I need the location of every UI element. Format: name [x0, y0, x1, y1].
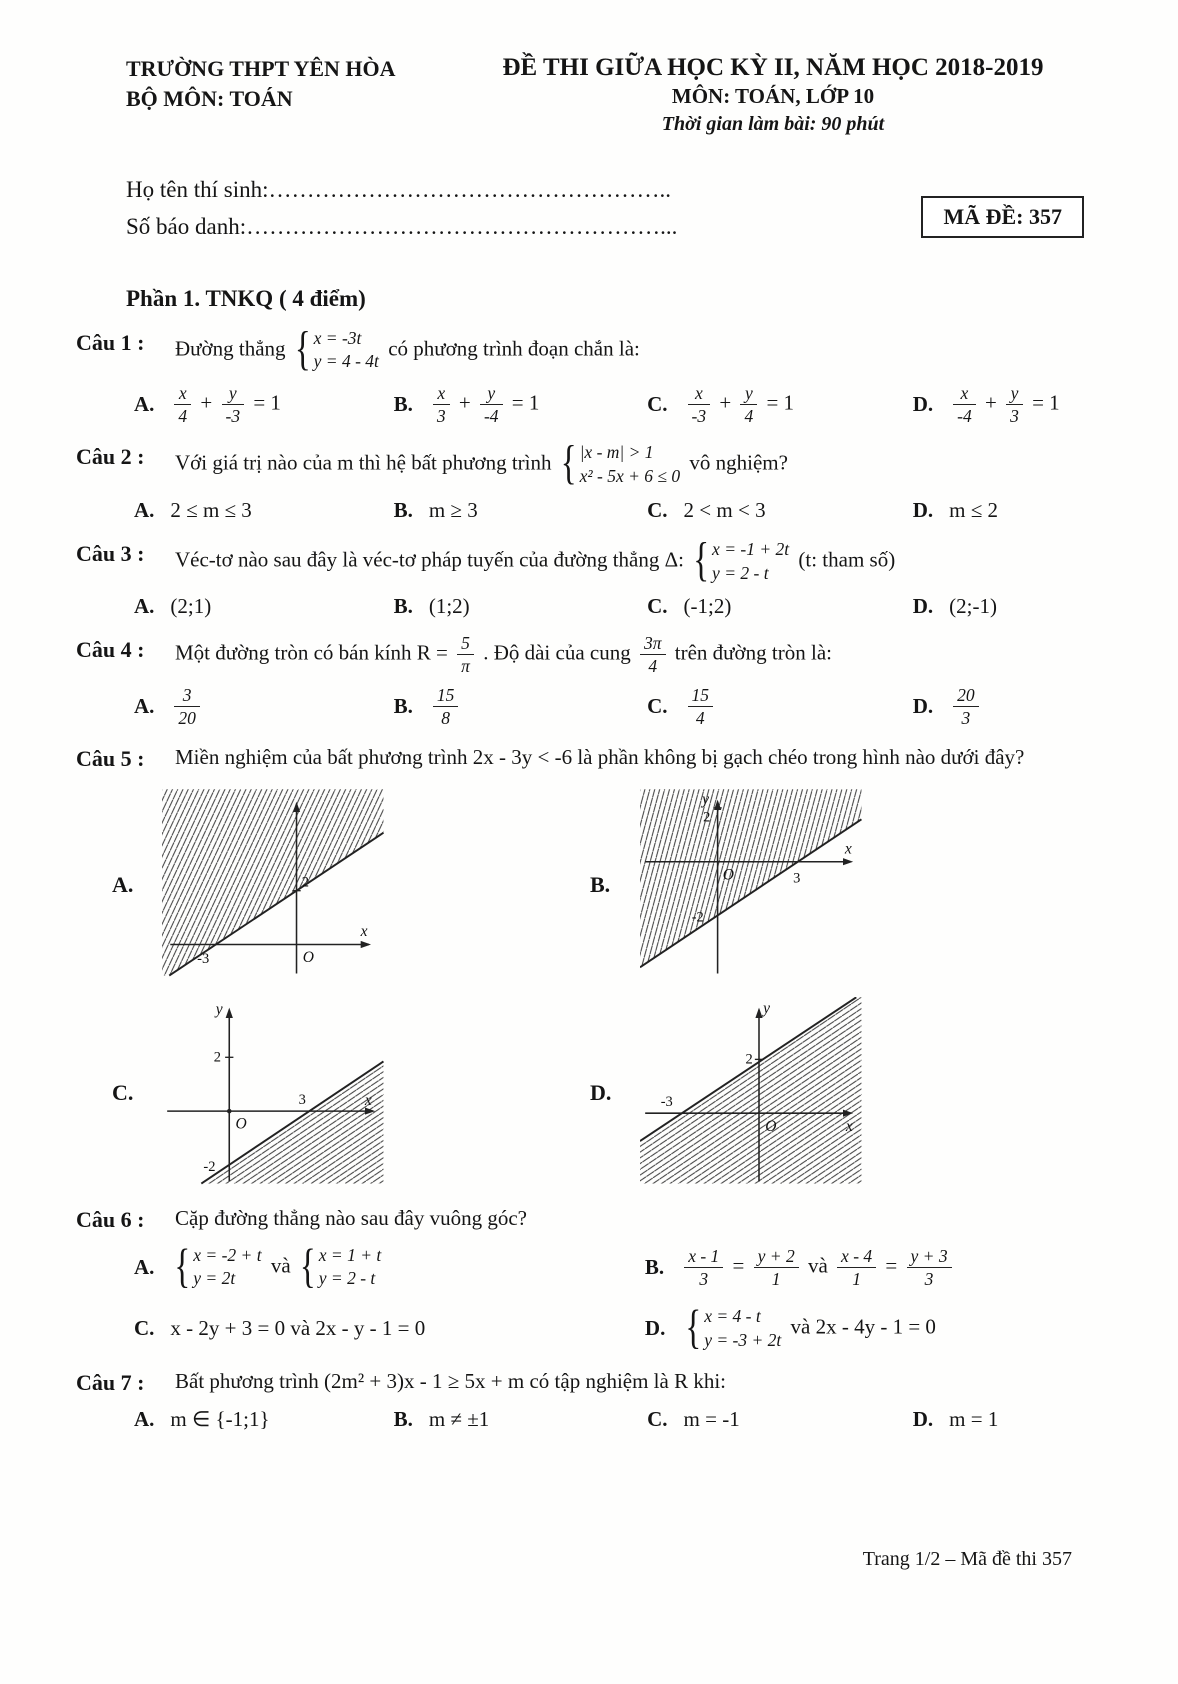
student-id-line: Số báo danh:………………………………………………...: [126, 213, 678, 239]
option-b: [394, 594, 648, 619]
hatch-region: [640, 997, 861, 1183]
graph-d: [640, 997, 878, 1189]
origin-dot: [227, 1109, 232, 1114]
fraction: $\frac{x}{-4}$: [953, 383, 976, 426]
fraction: $\frac{x}{-3}$: [688, 383, 711, 426]
option-c: [134, 1316, 645, 1341]
y-tick-label: 2: [213, 1049, 221, 1066]
origin-label: O: [722, 866, 735, 884]
options-row: [134, 498, 1118, 523]
option-key: B.: [393, 693, 413, 718]
option-text: [170, 685, 204, 728]
option-text: 2 ≤ m ≤ 3: [170, 497, 252, 522]
brace: {: [174, 1240, 191, 1293]
y-axis-label: y: [763, 999, 771, 1017]
question: [76, 323, 1118, 427]
fraction: $\frac{y}{4}$: [740, 383, 757, 426]
question-text: Miền nghiệm của bất phương trình 2x - 3y < -6 là phần không bị gạch chéo trong hình nào dưới đây?: [175, 744, 1025, 769]
option-key: A.: [134, 497, 155, 522]
x-axis-label: x: [360, 923, 368, 941]
option-text: x - 2y + 3 = 0 và 2x - y - 1 = 0: [170, 1316, 426, 1341]
options-row: [134, 594, 1118, 619]
equation-system: { x = -3t y = 4 - 4t: [295, 326, 379, 376]
fraction: $\frac{x - 4}{1}$: [837, 1246, 876, 1289]
school-block: [126, 54, 456, 136]
option-key: C.: [647, 693, 668, 718]
brace: {: [685, 1301, 702, 1355]
option-key: B.: [393, 497, 413, 522]
option-d: [913, 383, 1118, 426]
question-row: [76, 534, 1118, 587]
y-intercept-label: -2: [203, 1158, 216, 1175]
x-intercept-label: 3: [298, 1091, 306, 1108]
graph-label-b: B.: [590, 871, 611, 897]
option-text: (2;1): [170, 594, 212, 619]
fraction: $\frac{y}{-4}$: [480, 383, 503, 426]
options-row: [134, 1240, 1118, 1355]
option-key: D.: [644, 1316, 666, 1341]
option-text: { x = 4 - t y = -3 + 2t và 2x - 4y - 1 = 0: [685, 1301, 936, 1355]
option-key: B.: [393, 1407, 413, 1432]
option-key: C.: [647, 1407, 668, 1432]
option-c: [647, 594, 913, 619]
hatch-region: [162, 789, 383, 975]
fraction: $\frac{x - 1}{3}$: [684, 1246, 723, 1289]
fraction: $\frac{3\pi}{4}$: [640, 633, 666, 676]
y-intercept-label: 2: [301, 874, 309, 891]
options-row: [134, 1407, 1118, 1432]
question-row: [76, 1203, 1118, 1236]
questions-6-7: [76, 1203, 1118, 1433]
option-key: D.: [912, 693, 934, 718]
y-tick-label: 2: [703, 809, 711, 826]
questions-1-5: [76, 323, 1118, 775]
option-text: (-1;2): [683, 594, 732, 619]
hatch-region: [640, 789, 861, 967]
fraction: $\frac{y}{3}$: [1006, 383, 1023, 426]
option-text: m ≠ ±1: [428, 1407, 490, 1432]
graph-c: [162, 997, 400, 1189]
option-key: B.: [393, 594, 413, 619]
graph-label-d: D.: [590, 1079, 612, 1105]
option-key: D.: [912, 1407, 934, 1432]
x-intercept-label: -3: [197, 950, 210, 967]
part-title: Phần 1. TNKQ ( 4 điểm): [126, 285, 366, 311]
question-row: [76, 437, 1118, 491]
options-row: [134, 685, 1118, 728]
exam-subject: MÔN: TOÁN, LỚP 10: [671, 84, 875, 108]
question-text: Với giá trị nào của m thì hệ bất phương trình { |x - m| > 1 x² - 5x + 6 ≤ 0 vô nghiệm?: [175, 440, 1118, 490]
question-row: [76, 323, 1118, 376]
question-number: Câu 1 :: [76, 329, 145, 355]
question5-answer-graphs: [112, 789, 1178, 1189]
option-text: (2;-1): [949, 594, 997, 619]
brace: {: [299, 1240, 316, 1293]
option-a: [134, 498, 394, 523]
department-name: BỘ MÔN: TOÁN: [126, 85, 293, 111]
option-text: $\frac{x}{3}$ + $\frac{y}{-4}$ = 1: [429, 383, 540, 426]
brace: {: [294, 323, 311, 376]
option-key: C.: [647, 497, 668, 522]
exam-header: [0, 0, 1178, 136]
graph-label-c: C.: [112, 1079, 134, 1105]
option-text: $\frac{x}{-3}$ + $\frac{y}{4}$ = 1: [684, 383, 795, 426]
option-d: [644, 1301, 1118, 1355]
exam-title: ĐỀ THI GIỮA HỌC KỲ II, NĂM HỌC 2018-2019: [502, 54, 1044, 81]
option-key: D.: [912, 497, 934, 522]
question-number: Câu 2 :: [76, 444, 145, 470]
option-c: [647, 383, 913, 426]
option-a: [134, 685, 394, 728]
option-d: [913, 498, 1118, 523]
option-key: C.: [647, 392, 668, 417]
option-text: m ≤ 2: [949, 497, 999, 522]
graph-option-a: [112, 789, 590, 981]
option-a: [134, 594, 394, 619]
graph-option-b: [590, 789, 1068, 981]
option-text: $\frac{x - 1}{3}$ = $\frac{y + 2}{1}$ và $\frac{x - 4}{1}$ = $\frac{y + 3}{3}$: [680, 1246, 955, 1289]
option-key: B.: [393, 392, 413, 417]
y-intercept-label: 2: [745, 1051, 753, 1068]
graph-a: [162, 789, 400, 981]
origin-label: O: [235, 1115, 247, 1133]
option-a: [134, 383, 394, 426]
option-c: [647, 1407, 913, 1432]
question-number: Câu 4 :: [76, 637, 145, 663]
option-b: [394, 383, 648, 426]
graph-option-c: [112, 997, 590, 1189]
question: [76, 633, 1118, 728]
option-b: [394, 685, 648, 728]
option-d: [913, 1407, 1118, 1432]
question-text: Đường thẳng { x = -3t y = 4 - 4t có phương trình đoạn chắn là:: [175, 326, 1118, 376]
option-key: A.: [134, 392, 155, 417]
y-intercept-label: -2: [691, 909, 704, 926]
option-c: [647, 498, 913, 523]
equation-system: { x = -2 + t y = 2t: [174, 1240, 262, 1293]
exam-duration: Thời gian làm bài: 90 phút: [661, 113, 885, 135]
student-name-line: Họ tên thí sinh:……………………………………………..: [126, 177, 671, 202]
option-key: D.: [912, 594, 934, 619]
x-intercept-label: -3: [660, 1093, 673, 1110]
fraction: $\frac{y + 3}{3}$: [907, 1246, 952, 1289]
option-a: [134, 1407, 394, 1432]
y-axis-label: y: [702, 790, 709, 808]
option-text: m ∈ {-1;1}: [170, 1407, 270, 1432]
x-intercept-label: 3: [793, 870, 801, 887]
option-b: [645, 1246, 1118, 1289]
question-number: Câu 7 :: [76, 1370, 145, 1396]
option-text: m = -1: [683, 1407, 740, 1432]
option-text: [949, 685, 983, 728]
option-text: m ≥ 3: [428, 497, 478, 522]
y-axis-label: y: [215, 1000, 223, 1018]
question-row: [76, 1366, 1118, 1399]
option-b: [394, 498, 648, 523]
page-footer: Trang 1/2 – Mã đề thi 357: [862, 1548, 1072, 1570]
equation-system: { x = 4 - t y = -3 + 2t: [685, 1301, 782, 1355]
question: [76, 534, 1118, 620]
option-text: 2 < m < 3: [683, 497, 766, 522]
equation-system: { |x - m| > 1 x² - 5x + 6 ≤ 0: [561, 440, 680, 490]
option-key: A.: [134, 1407, 155, 1432]
graph-label-a: A.: [112, 871, 134, 897]
school-name: TRƯỜNG THPT YÊN HÒA: [126, 56, 396, 81]
exam-title-block: [456, 54, 1090, 136]
option-key: C.: [134, 1316, 155, 1341]
option-text: $\frac{x}{-4}$ + $\frac{y}{3}$ = 1: [949, 383, 1060, 426]
exam-code: MÃ ĐỀ: 357: [943, 204, 1062, 229]
option-key: A.: [134, 1254, 155, 1279]
question: [76, 1366, 1118, 1432]
x-axis-label: x: [844, 840, 852, 858]
fraction: $\frac{x}{4}$: [174, 383, 191, 426]
graph-option-d: [590, 997, 1068, 1189]
option-key: D.: [912, 392, 934, 417]
option-text: [684, 685, 718, 728]
question-number: Câu 5 :: [76, 745, 145, 771]
option-d: [913, 594, 1118, 619]
option-key: C.: [647, 594, 668, 619]
question: [76, 437, 1118, 523]
origin-label: O: [765, 1117, 777, 1135]
question-number: Câu 3 :: [76, 540, 145, 566]
brace: {: [693, 534, 710, 587]
fraction: $\frac{y}{-3}$: [222, 383, 245, 426]
options-row: [134, 383, 1118, 426]
fraction: $\frac{5}{\pi}$: [457, 633, 474, 676]
option-text: [429, 685, 463, 728]
question-row: [76, 633, 1118, 676]
fraction: $\frac{y + 2}{1}$: [754, 1246, 799, 1289]
equation-system: { x = -1 + 2t y = 2 - t: [693, 537, 789, 587]
question-text: Bất phương trình (2m² + 3)x - 1 ≥ 5x + m có tập nghiệm là R khi:: [175, 1369, 727, 1394]
question-number: Câu 6 :: [76, 1206, 145, 1232]
fraction: $\frac{3}{20}$: [174, 685, 200, 728]
question-text: Cặp đường thẳng nào sau đây vuông góc?: [175, 1205, 527, 1230]
option-key: A.: [134, 693, 155, 718]
equation-system: { x = 1 + t y = 2 - t: [299, 1240, 382, 1293]
option-c: [647, 685, 913, 728]
fraction: $\frac{x}{3}$: [433, 383, 450, 426]
x-axis-label: x: [364, 1091, 372, 1109]
origin-label: O: [302, 948, 314, 966]
option-key: A.: [134, 594, 155, 619]
option-key: B.: [644, 1254, 665, 1279]
graph-b: [640, 789, 878, 981]
fraction: $\frac{15}{4}$: [688, 685, 714, 728]
question-text: Véc-tơ nào sau đây là véc-tơ pháp tuyến của đường thẳng Δ: { x = -1 + 2t y = 2 - t (t: tham số): [175, 537, 1118, 587]
brace: {: [560, 437, 577, 491]
option-d: [913, 685, 1118, 728]
question: [76, 1203, 1118, 1353]
question: [76, 742, 1118, 775]
fraction: $\frac{20}{3}$: [953, 685, 979, 728]
x-axis-label: x: [845, 1117, 853, 1135]
option-text: { x = -2 + t y = 2t và { x = 1 + t y = 2 - t: [174, 1240, 382, 1293]
fraction: $\frac{15}{8}$: [433, 685, 459, 728]
option-text: (1;2): [428, 594, 470, 619]
option-b: [394, 1407, 648, 1432]
question-row: [76, 742, 1118, 775]
option-text: $\frac{x}{4}$ + $\frac{y}{-3}$ = 1: [170, 383, 281, 426]
option-text: m = 1: [949, 1407, 999, 1432]
question-text: Một đường tròn có bán kính R = $\frac{5}{\pi}$ . Độ dài của cung $\frac{3\pi}{4}$ trên đường tròn là:: [175, 633, 832, 677]
exam-code-box: [921, 196, 1084, 238]
option-a: [134, 1240, 645, 1293]
